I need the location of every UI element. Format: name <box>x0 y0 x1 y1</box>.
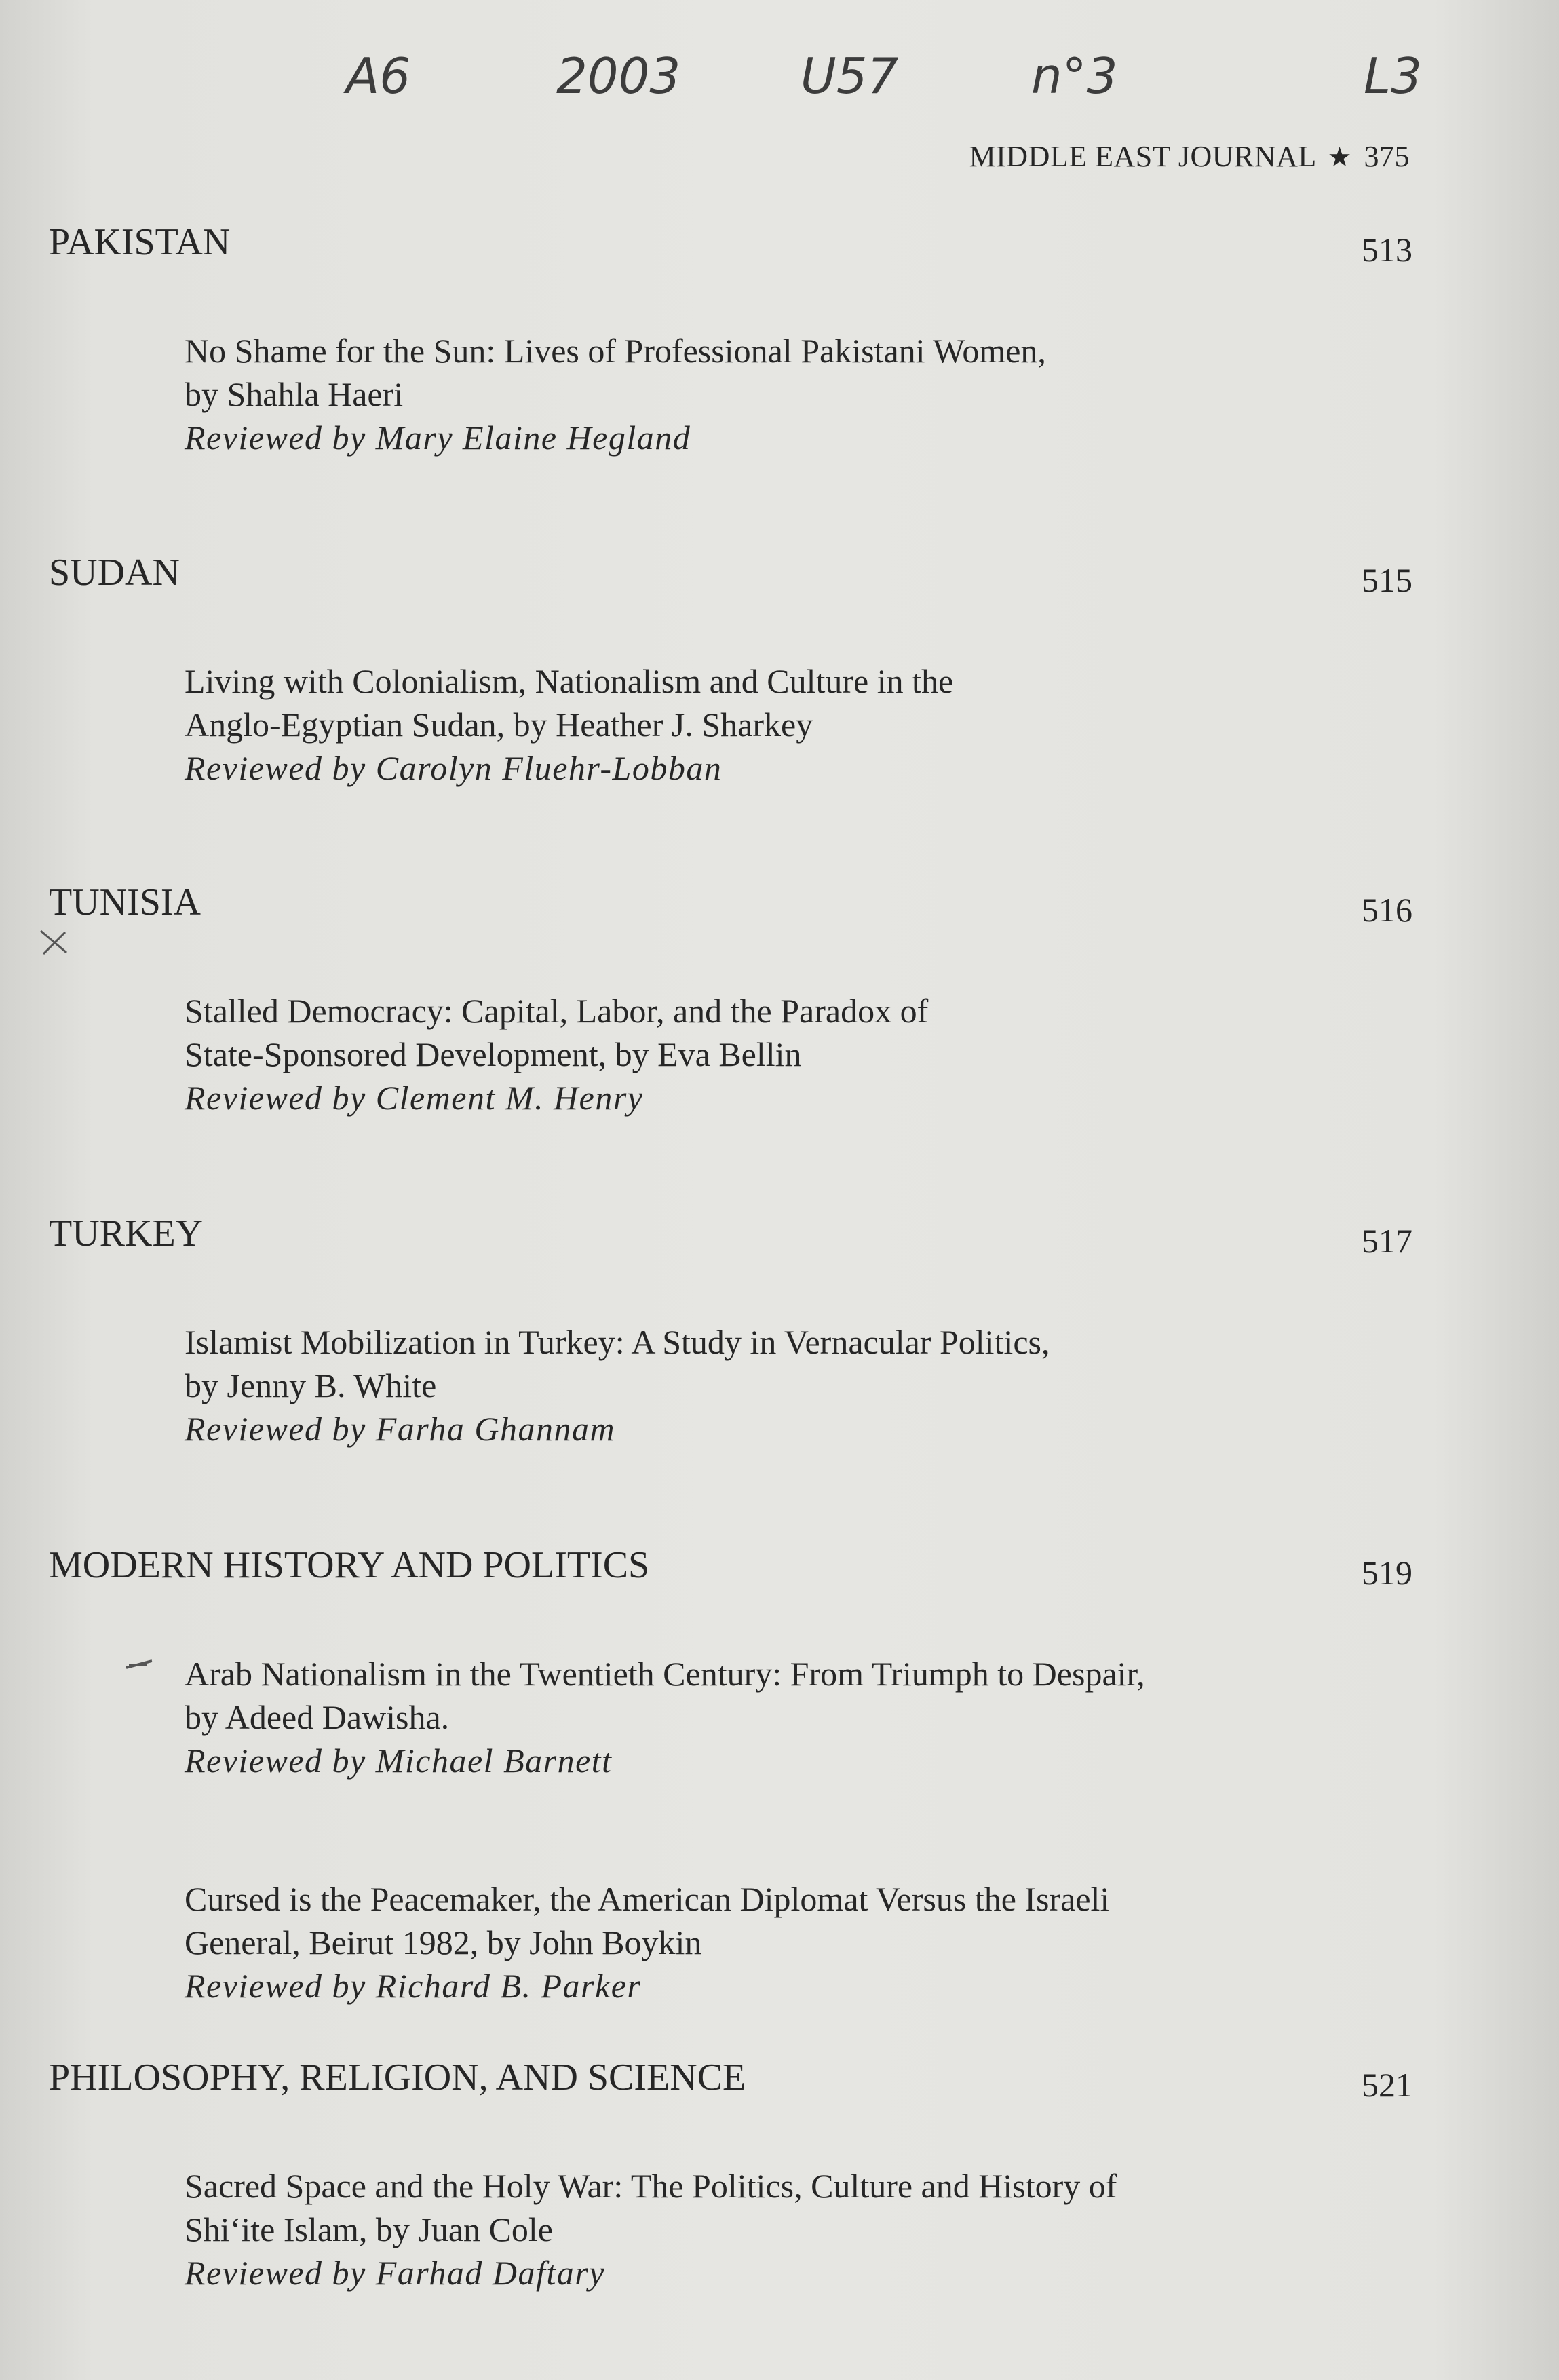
book-author-line: State-Sponsored Development, by Eva Bellin <box>185 1035 802 1073</box>
section-sudan <box>49 551 1412 790</box>
section-title: TUNISIA <box>49 881 201 923</box>
handwritten-call-number <box>0 47 1559 122</box>
reviewer-line: Reviewed by Michael Barnett <box>185 1742 613 1780</box>
book-title-line: Sacred Space and the Holy War: The Politics, Culture and History of <box>185 2167 1117 2205</box>
section-page-number: 517 <box>1362 1222 1412 1260</box>
section-heading <box>49 1212 1412 1259</box>
reviewer-line: Reviewed by Farhad Daftary <box>185 2254 605 2292</box>
review-entry <box>185 1652 1304 1782</box>
review-entry <box>185 659 1304 790</box>
section-title: MODERN HISTORY AND POLITICS <box>49 1544 650 1586</box>
review-entry <box>185 1877 1304 2008</box>
reviewer-line: Reviewed by Clement M. Henry <box>185 1079 644 1117</box>
book-title-line: Arab Nationalism in the Twentieth Century: From Triumph to Despair, <box>185 1655 1145 1693</box>
handwritten-d: n°3 <box>1031 47 1118 104</box>
section-title: SUDAN <box>49 552 180 594</box>
review-entry <box>185 329 1304 459</box>
section-title: PAKISTAN <box>49 221 231 263</box>
section-title: PHILOSOPHY, RELIGION, AND SCIENCE <box>49 2056 746 2098</box>
section-modern-history-and-politics <box>49 1543 1412 2008</box>
section-heading <box>49 1543 1412 1591</box>
book-title-line: Stalled Democracy: Capital, Labor, and the Paradox of <box>185 992 929 1030</box>
book-title-line: No Shame for the Sun: Lives of Professional Pakistani Women, <box>185 332 1046 370</box>
section-page-number: 519 <box>1362 1554 1412 1592</box>
pencil-dash-mark-icon <box>122 1655 163 1676</box>
section-page-number: 513 <box>1362 231 1412 269</box>
reviewer-line: Reviewed by Richard B. Parker <box>185 1967 642 2005</box>
section-heading <box>49 2056 1412 2103</box>
running-head-page: 375 <box>1364 140 1410 173</box>
section-pakistan <box>49 220 1412 459</box>
review-entry <box>185 2164 1304 2295</box>
handwritten-e: L3 <box>1364 47 1422 104</box>
book-author-line: by Adeed Dawisha. <box>185 1698 450 1736</box>
book-author-line: by Shahla Haeri <box>185 375 404 413</box>
handwritten-c: U57 <box>801 47 899 104</box>
reviewer-line: Reviewed by Carolyn Fluehr-Lobban <box>185 749 723 787</box>
section-turkey <box>49 1212 1412 1451</box>
book-title-line: Living with Colonialism, Nationalism and Culture in the <box>185 662 954 700</box>
section-philosophy-religion-and-science <box>49 2056 1412 2295</box>
journal-title: MIDDLE EAST JOURNAL <box>969 140 1316 173</box>
book-title-line: Islamist Mobilization in Turkey: A Study in Vernacular Politics, <box>185 1323 1050 1361</box>
reviewer-line: Reviewed by Mary Elaine Hegland <box>185 419 691 457</box>
pencil-x-mark-icon <box>34 923 75 963</box>
section-heading <box>49 881 1412 928</box>
section-title: TURKEY <box>49 1212 204 1254</box>
book-title-line: Cursed is the Peacemaker, the American Diplomat Versus the Israeli <box>185 1880 1110 1918</box>
book-author-line: General, Beirut 1982, by John Boykin <box>185 1923 702 1961</box>
running-head <box>969 139 1410 174</box>
book-author-line: by Jenny B. White <box>185 1366 437 1404</box>
handwritten-a: A6 <box>346 47 411 104</box>
section-heading <box>49 220 1412 268</box>
reviewer-line: Reviewed by Farha Ghannam <box>185 1410 616 1448</box>
review-entry <box>185 1320 1304 1451</box>
section-page-number: 516 <box>1362 891 1412 929</box>
star-icon: ★ <box>1327 142 1352 172</box>
handwritten-b: 2003 <box>556 47 681 104</box>
review-entry <box>185 989 1304 1119</box>
book-author-line: Shi‘ite Islam, by Juan Cole <box>185 2210 553 2248</box>
section-page-number: 515 <box>1362 561 1412 599</box>
section-heading <box>49 551 1412 598</box>
section-tunisia <box>49 881 1412 1119</box>
book-author-line: Anglo-Egyptian Sudan, by Heather J. Sharkey <box>185 706 813 744</box>
section-page-number: 521 <box>1362 2066 1412 2104</box>
